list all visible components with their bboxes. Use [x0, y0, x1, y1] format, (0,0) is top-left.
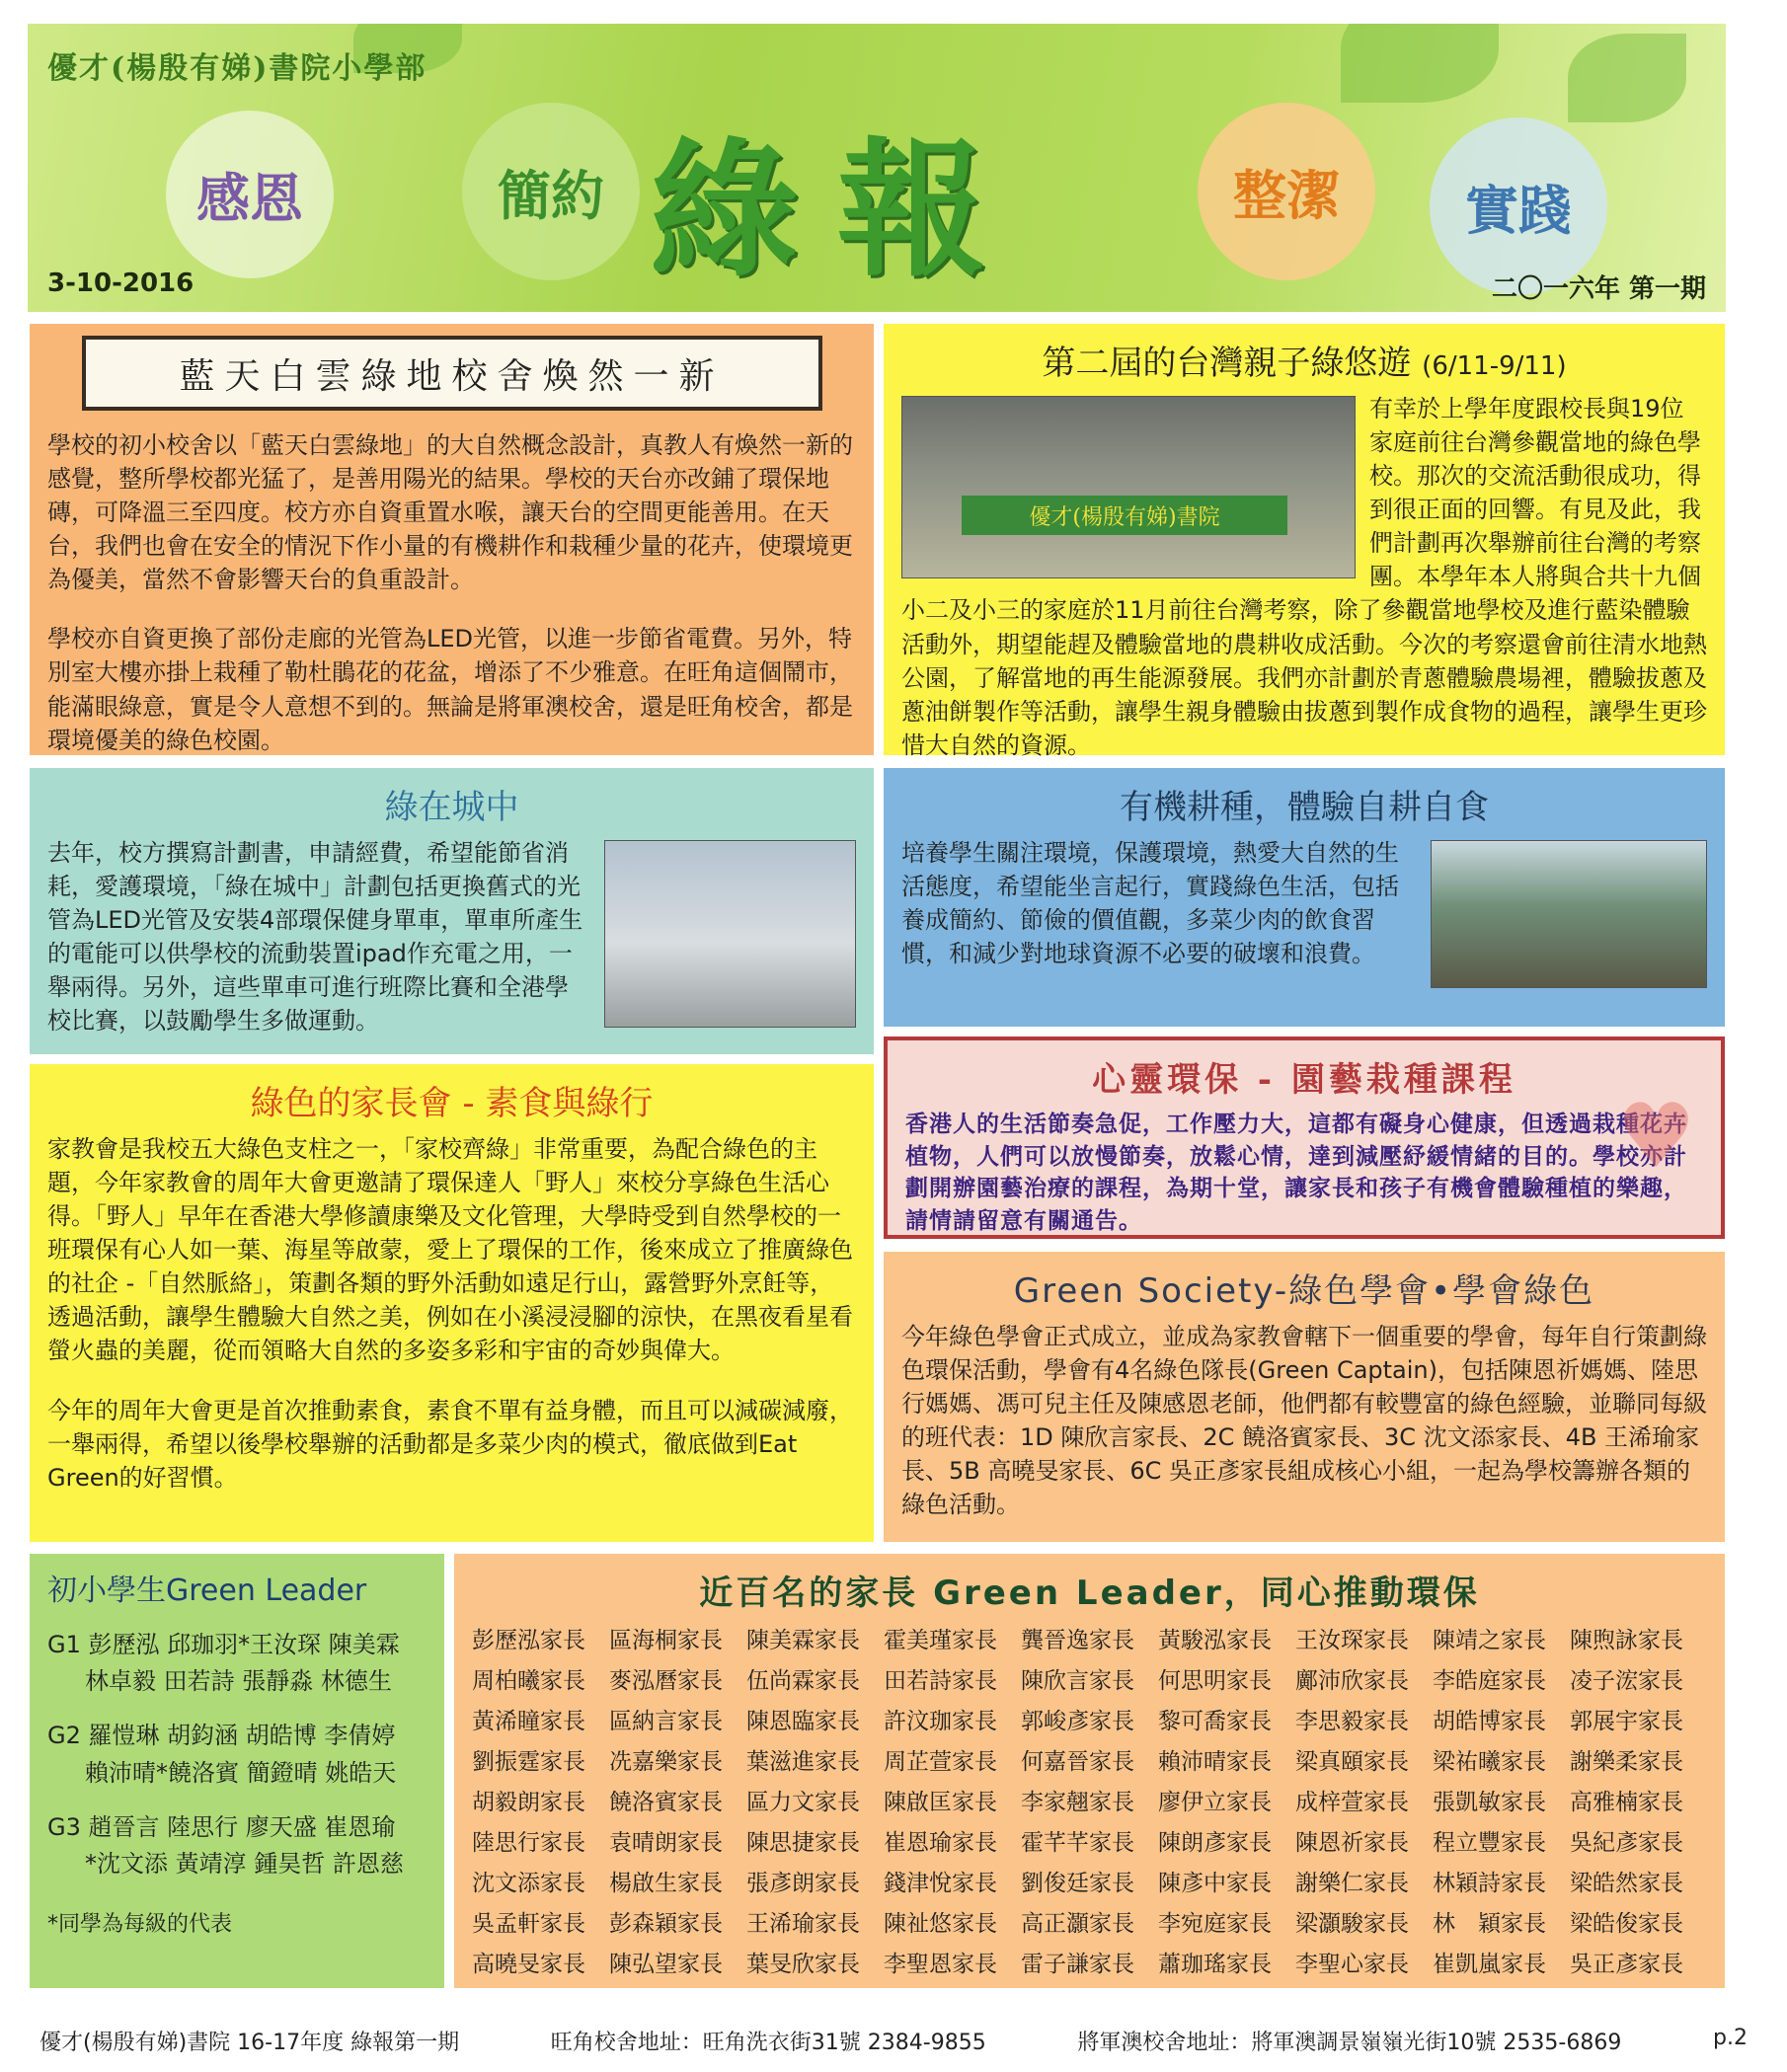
- parent-name: 胡皓博家長: [1433, 1709, 1546, 1734]
- heart-icon: ♥: [1616, 1085, 1696, 1189]
- parent-name: 沈文添家長: [472, 1871, 585, 1896]
- leaf-decoration: [1568, 34, 1686, 122]
- parent-name: 黃駿泓家長: [1158, 1628, 1272, 1653]
- parent-name: 陳靖之家長: [1433, 1628, 1546, 1653]
- article-title: 心靈環保 - 園藝栽種課程: [1092, 1060, 1516, 1100]
- parent-name: 陳朗彥家長: [1158, 1830, 1272, 1856]
- parent-name: 雷子謙家長: [1021, 1952, 1134, 1977]
- parent-name: 陳恩祈家長: [1295, 1830, 1409, 1856]
- parent-name: 麥泓曆家長: [609, 1668, 723, 1694]
- parent-name: 成梓萱家長: [1295, 1790, 1409, 1815]
- parent-name: 賴沛晴家長: [1158, 1749, 1272, 1775]
- parent-name: 崔恩瑜家長: [884, 1830, 997, 1856]
- group-photo: [901, 396, 1356, 578]
- calligraphy-plaque: 藍天白雲綠地校舍煥然一新: [82, 336, 822, 411]
- parent-name: 梁祐曦家長: [1433, 1749, 1546, 1775]
- parent-name: 胡毅朗家長: [472, 1790, 585, 1815]
- parent-name: 鄺沛欣家長: [1295, 1668, 1409, 1694]
- parent-name: 陸思行家長: [472, 1830, 585, 1856]
- parent-name: 楊啟生家長: [609, 1871, 723, 1896]
- article-title: 有機耕種，體驗自耕自食: [1120, 788, 1489, 827]
- masthead-banner: [28, 24, 1726, 312]
- parent-name: 王汝琛家長: [1295, 1628, 1409, 1653]
- parent-name: 霍芊芊家長: [1021, 1830, 1134, 1856]
- value-bubble-practice: 實踐: [1430, 117, 1607, 295]
- parent-name: 梁皓俊家長: [1570, 1911, 1683, 1937]
- parent-name: 陳恩臨家長: [746, 1709, 860, 1734]
- campus-article: [30, 324, 874, 755]
- parent-name: 吳正彥家長: [1570, 1952, 1683, 1977]
- article-paragraph: 今年的周年大會更是首次推動素食，素食不單有益身體，而且可以減碳減廢，一舉兩得，希望以後學校舉辦的活動都是多菜少肉的模式，徹底做到Eat Green的好習慣。: [47, 1396, 853, 1492]
- parent-name: 陳彥中家長: [1158, 1871, 1272, 1896]
- parent-name: 何思明家長: [1158, 1668, 1272, 1694]
- parent-name: 梁皓然家長: [1570, 1871, 1683, 1896]
- parent-name: 蕭珈瑤家長: [1158, 1952, 1272, 1977]
- parent-name: 李宛庭家長: [1158, 1911, 1272, 1937]
- leader-line: *沈文添 黃靖淳 鍾昊哲 許恩慈: [85, 1849, 404, 1878]
- footer-mongkok-address: 旺角校舍地址：旺角洗衣街31號 2384-9855: [550, 2031, 986, 2055]
- parent-name: 林穎詩家長: [1433, 1871, 1546, 1896]
- parent-name: 伍尚霖家長: [746, 1668, 860, 1694]
- article-paragraph: 今年綠色學會正式成立，並成為家教會轄下一個重要的學會，每年自行策劃綠色環保活動，學會有4名綠色隊長(Green Captain)，包括陳恩祈媽媽、陸思行媽媽、馮可兒主任及陳感恩老師，他們都有較豐富的綠色經驗，並聯同每級的班代表：1D 陳欣言家長、2C 饒洛賓家長、3C 沈文添家長、4B 王浠瑜家長、5B 高曉旻家長、6C 吳正彥家長組成核心小組，一起為學校籌辦各類的綠色活動。: [901, 1323, 1707, 1519]
- parent-leaders-box: [454, 1554, 1725, 1988]
- article-title: Green Society-綠色學會•學會綠色: [1013, 1271, 1595, 1311]
- parent-name: 陳美霖家長: [746, 1628, 860, 1653]
- article-title: 綠在城中: [384, 788, 519, 827]
- organic-farming-article: [884, 768, 1725, 1027]
- parent-name: 彭森穎家長: [609, 1911, 723, 1937]
- parent-name: 李思毅家長: [1295, 1709, 1409, 1734]
- article-paragraph: 香港人的生活節奏急促，工作壓力大，這都有礙身心健康，但透過栽種花卉植物，人們可以放慢節奏，放鬆心情，達到減壓紓緩情緒的目的。學校亦計劃開辦園藝治療的課程，為期十堂，讓家長和孩子有機會體驗種植的樂趣，請情請留意有關通告。: [905, 1111, 1687, 1234]
- parent-name: 廖伊立家長: [1158, 1790, 1272, 1815]
- article-paragraph: 學校亦自資更換了部份走廊的光管為LED光管，以進一步節省電費。另外，特別室大樓亦掛上栽種了勒杜鵑花的花盆，增添了不少雅意。在旺角這個鬧市，能滿眼綠意，實是令人意想不到的。無論是將軍澳校舍，還是旺角校舍，都是環境優美的綠色校園。: [47, 625, 853, 754]
- parent-name: 謝樂柔家長: [1570, 1749, 1683, 1775]
- parent-name: 郭展宇家長: [1570, 1709, 1683, 1734]
- parent-name: 陳祉悠家長: [884, 1911, 997, 1937]
- parent-name: 高曉旻家長: [472, 1952, 585, 1977]
- taiwan-trip-article: [884, 324, 1725, 759]
- leader-line: 林卓毅 田若詩 張靜淼 林德生: [85, 1667, 392, 1696]
- section-title: 近百名的家長 Green Leader，同心推動環保: [699, 1573, 1480, 1613]
- article-title: 綠色的家長會 - 素食與綠行: [250, 1084, 654, 1123]
- parent-name: 袁晴朗家長: [609, 1830, 723, 1856]
- parent-name: 劉振霆家長: [472, 1749, 585, 1775]
- footer-tko-address: 將軍澳校舍地址：將軍澳調景嶺嶺光街10號 2535-6869: [1077, 2031, 1622, 2055]
- parent-name: 梁灝駿家長: [1295, 1911, 1409, 1937]
- leaf-decoration: [1341, 24, 1499, 103]
- parent-name: 田若詩家長: [884, 1668, 997, 1694]
- parent-name: 冼嘉樂家長: [609, 1749, 723, 1775]
- parent-name: 周芷萱家長: [884, 1749, 997, 1775]
- parent-name: 錢津悅家長: [884, 1871, 997, 1896]
- parent-name: 許汶珈家長: [884, 1709, 997, 1734]
- issue-number: 二〇一六年 第一期: [1491, 274, 1706, 304]
- value-bubble-tidiness: 整潔: [1198, 103, 1375, 280]
- section-title: 初小學生Green Leader: [47, 1573, 367, 1608]
- parent-name: 凌子浤家長: [1570, 1668, 1683, 1694]
- parent-name: 彭歷泓家長: [472, 1628, 585, 1653]
- parent-name: 崔凱嵐家長: [1433, 1952, 1546, 1977]
- pta-article: [30, 1064, 874, 1542]
- leader-line: 賴沛晴*饒洛賓 簡鐙晴 姚皓天: [85, 1758, 397, 1787]
- parent-name: 郭峻彥家長: [1021, 1709, 1134, 1734]
- value-bubble-gratitude: 感恩: [166, 111, 334, 278]
- parent-name: 劉俊廷家長: [1021, 1871, 1134, 1896]
- parent-name: 李家翹家長: [1021, 1790, 1134, 1815]
- parent-name: 周柏曦家長: [472, 1668, 585, 1694]
- leader-line: G2 羅愷琳 胡鈞涵 胡皓博 李倩婷: [47, 1722, 396, 1750]
- value-bubble-simplicity: 簡約: [462, 103, 640, 280]
- parent-name: 區納言家長: [609, 1709, 723, 1734]
- article-paragraph: 去年，校方撰寫計劃書，申請經費，希望能節省消耗，愛護環境，「綠在城中」計劃包括更換舊式的光管為LED光管及安裝4部環保健身單車，單車所產生的電能可以供學校的流動裝置ipad作充電之用，一舉兩得。另外，這些單車可進行班際比賽和全港學校比賽，以鼓勵學生多做運動。: [47, 839, 583, 1036]
- parent-name: 黃浠瞳家長: [472, 1709, 585, 1734]
- parent-name: 霍美瑾家長: [884, 1628, 997, 1653]
- article-paragraph: 培養學生關注環境，保護環境，熱愛大自然的生活態度，希望能坐言起行，實踐綠色生活，包括養成簡約、節儉的價值觀，多菜少肉的飲食習慣，和減少對地球資源不必要的破壞和浪費。: [901, 839, 1399, 968]
- horticulture-article: [884, 1036, 1725, 1239]
- parent-name: 高正灝家長: [1021, 1911, 1134, 1937]
- parent-name: 吳孟軒家長: [472, 1911, 585, 1937]
- parent-name: 吳紀彥家長: [1570, 1830, 1683, 1856]
- parent-name: 何嘉晉家長: [1021, 1749, 1134, 1775]
- parent-name: 饒洛賓家長: [609, 1790, 723, 1815]
- footer-publication: 優才(楊殷有娣)書院 16-17年度 綠報第一期: [39, 2031, 460, 2055]
- leader-line: G3 趙晉言 陸思行 廖天盛 崔恩瑜: [47, 1812, 396, 1841]
- page-footer: [39, 2026, 1748, 2056]
- article-paragraph: 有幸於上學年度跟校長與19位家庭前往台灣參觀當地的綠色學校。那次的交流活動很成功，得到很正面的回響。有見及此，我們計劃再次舉辦前往台灣的考察團。本學年本人將與合共十九個小二及小三的家庭於11月前往台灣考察，除了參觀當地學校及進行藍染體驗活動外，期望能趕及體驗當地的農耕收成活動。今次的考察還會前往清水地熱公園，了解當地的再生能源發展。我們亦計劃於青蔥體驗農場裡，體驗拔蔥及蔥油餅製作等活動，讓學生親身體驗由拔蔥到製作成食物的過程，讓學生更珍惜大自然的資源。: [901, 395, 1707, 759]
- masthead-title: 綠報: [650, 123, 1026, 297]
- student-leaders-box: [30, 1554, 444, 1988]
- parent-name: 陳煦詠家長: [1570, 1628, 1683, 1653]
- parent-name: 林 穎家長: [1433, 1911, 1546, 1937]
- parent-name: 區海桐家長: [609, 1628, 723, 1653]
- parent-name: 李聖心家長: [1295, 1952, 1409, 1977]
- parent-name: 葉滋進家長: [746, 1749, 860, 1775]
- parent-name: 陳弘望家長: [609, 1952, 723, 1977]
- school-name: 優才(楊殷有娣)書院小學部: [47, 51, 427, 86]
- exercise-bikes-photo: [604, 840, 856, 1028]
- leader-line: G1 彭歷泓 邱珈羽*王汝琛 陳美霖: [47, 1631, 400, 1658]
- footnote: *同學為每級的代表: [47, 1912, 233, 1938]
- parent-names-grid: [472, 1622, 1707, 1978]
- page-number: p.2: [1713, 2026, 1748, 2050]
- parent-name: 陳啟匡家長: [884, 1790, 997, 1815]
- parent-name: 張彥朗家長: [746, 1871, 860, 1896]
- green-society-article: [884, 1252, 1725, 1542]
- article-paragraph: 家教會是我校五大綠色支柱之一，「家校齊綠」非常重要，為配合綠色的主題，今年家教會的周年大會更邀請了環保達人「野人」來校分享綠色生活心得。「野人」早年在香港大學修讀康樂及文化管理，大學時受到自然學校的一班環保有心人如一葉、海星等啟蒙，愛上了環保的工作，後來成立了推廣綠色的社企 -「自然脈絡」，策劃各類的野外活動如遠足行山，露營野外烹飪等，透過活動，讓學生體驗大自然之美，例如在小溪浸浸腳的涼快，在黑夜看星看螢火蟲的美麗，從而領略大自然的多姿多彩和宇宙的奇妙與偉大。: [47, 1135, 853, 1365]
- parent-name: 張凱敏家長: [1433, 1790, 1546, 1815]
- parent-name: 黎可喬家長: [1158, 1709, 1272, 1734]
- green-city-article: [30, 768, 874, 1054]
- parent-name: 陳思捷家長: [746, 1830, 860, 1856]
- parent-name: 梁真頤家長: [1295, 1749, 1409, 1775]
- parent-name: 高雅楠家長: [1570, 1790, 1683, 1815]
- parent-name: 王浠瑜家長: [746, 1911, 860, 1937]
- farming-photo: [1431, 840, 1707, 988]
- article-paragraph: 學校的初小校舍以「藍天白雲綠地」的大自然概念設計，真教人有煥然一新的感覺，整所學校都光猛了，是善用陽光的結果。學校的天台亦改鋪了環保地磚，可降溫三至四度。校方亦自資重置水喉，讓天台的空間更能善用。在天台，我們也會在安全的情況下作小量的有機耕作和栽種少量的花卉，使環境更為優美，當然不會影響天台的負重設計。: [47, 431, 853, 594]
- issue-date: 3-10-2016: [47, 269, 194, 298]
- parent-name: 李聖恩家長: [884, 1952, 997, 1977]
- parent-name: 程立豐家長: [1433, 1830, 1546, 1856]
- parent-name: 陳欣言家長: [1021, 1668, 1134, 1694]
- parent-name: 李皓庭家長: [1433, 1668, 1546, 1694]
- photo-banner: 優才(楊殷有娣)書院: [962, 496, 1287, 535]
- parent-name: 區力文家長: [746, 1790, 860, 1815]
- parent-name: 葉旻欣家長: [746, 1952, 860, 1977]
- parent-name: 龔晉逸家長: [1021, 1628, 1134, 1653]
- parent-name: 謝樂仁家長: [1295, 1871, 1409, 1896]
- article-title: 第二屆的台灣親子綠悠遊 (6/11-9/11): [1042, 344, 1567, 383]
